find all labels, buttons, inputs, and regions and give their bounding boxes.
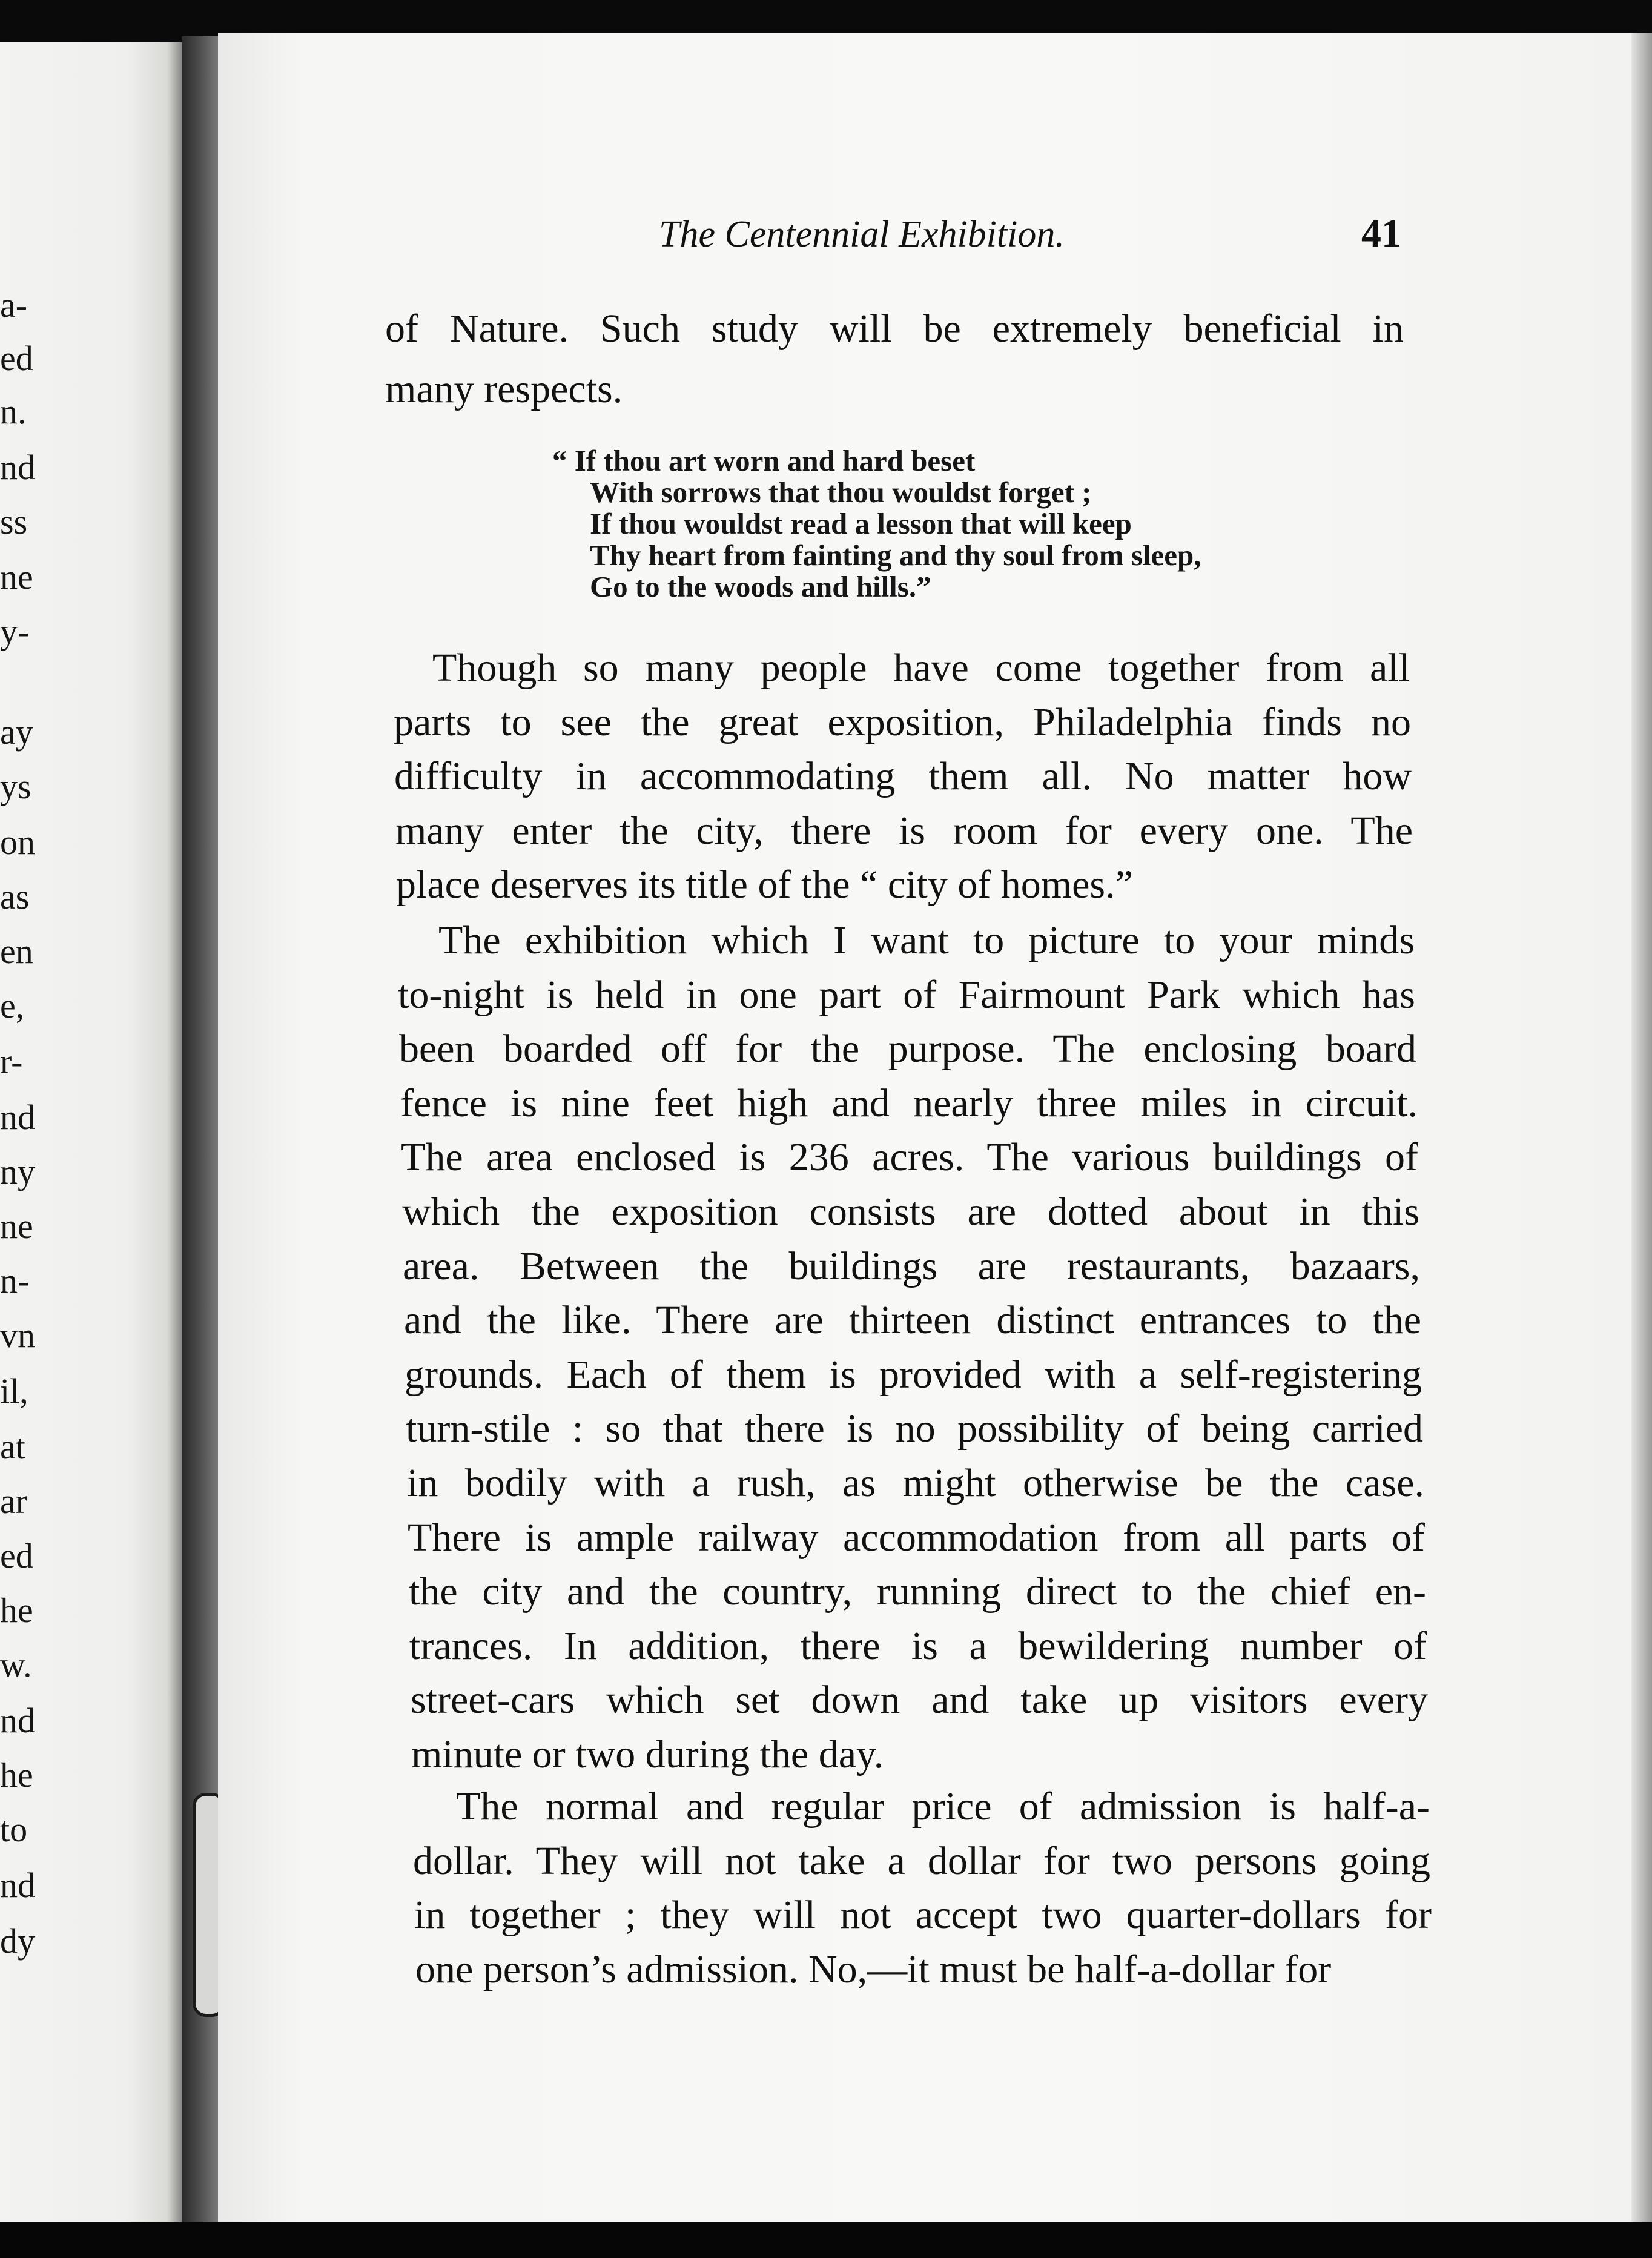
text-line: many enter the city, there is room for every one. The	[395, 809, 1413, 853]
text-line: turn-stile : so that there is no possibility of being carried	[406, 1406, 1423, 1451]
text-line: which the exposition consists are dotted about in this	[402, 1190, 1419, 1234]
page-edge-shadow	[1631, 33, 1652, 2258]
text-line: of Nature. Such study will be extremely beneficial in	[385, 306, 1404, 351]
left-page-fragment: nd	[0, 448, 35, 487]
text-line: to-night is held in one part of Fairmount Park which has	[398, 973, 1415, 1017]
left-page-fragment: nd	[0, 1098, 35, 1137]
left-page-fragment: as	[0, 877, 30, 916]
left-page-fragment: w.	[0, 1645, 32, 1684]
text-line: in together ; they will not accept two quarter-dollars for	[414, 1893, 1432, 1937]
text-line: There is ample railway accommodation from all parts of	[408, 1515, 1425, 1560]
text-line: The exhibition which I want to picture to your minds	[438, 918, 1415, 962]
left-page-fragment: n-	[0, 1261, 30, 1300]
poem-line: If thou wouldst read a lesson that will keep	[590, 507, 1132, 540]
text-line: dollar. They will not take a dollar for two persons going	[413, 1839, 1430, 1883]
running-title: The Centennial Exhibition.	[659, 214, 1065, 255]
scan-border	[0, 2222, 1652, 2258]
left-page-fragment: nd	[0, 1866, 35, 1905]
text-line: The normal and regular price of admission is half-a-	[456, 1784, 1430, 1829]
left-page-fragment: e,	[0, 986, 25, 1025]
text-line: grounds. Each of them is provided with a self-registering	[405, 1352, 1422, 1397]
left-page-fragment: he	[0, 1591, 33, 1630]
text-line: fence is nine feet high and nearly three miles in circuit.	[400, 1081, 1418, 1125]
text-line: parts to see the great exposition, Philadelphia finds no	[394, 700, 1411, 744]
left-page-fragment: at	[0, 1427, 25, 1466]
text-line: difficulty in accommodating them all. No matter how	[394, 754, 1412, 798]
left-page-fragment: r-	[0, 1042, 23, 1081]
left-page-fragment: ss	[0, 502, 28, 541]
left-page-fragment: en	[0, 932, 33, 971]
left-page-fragment: a-	[0, 285, 28, 325]
text-line: area. Between the buildings are restaurants, bazaars,	[403, 1244, 1420, 1288]
text-line: street-cars which set down and take up visitors every	[411, 1678, 1428, 1722]
page-number: 41	[1361, 211, 1401, 256]
left-page-fragment: il,	[0, 1371, 28, 1411]
left-page-fragment: n.	[0, 392, 27, 431]
left-page-fragment: ny	[0, 1152, 35, 1191]
left-page-fragment: on	[0, 823, 35, 862]
left-page-fragment: ed	[0, 1536, 33, 1575]
left-page-fragment: ne	[0, 1207, 33, 1246]
text-line: minute or two during the day.	[411, 1732, 884, 1776]
left-page-fragment: ne	[0, 557, 33, 597]
left-page-fragment: dy	[0, 1921, 35, 1961]
text-line: place deserves its title of the “ city of homes.”	[396, 862, 1133, 907]
text-line: trances. In addition, there is a bewildering number of	[409, 1624, 1427, 1668]
left-page-fragment: he	[0, 1755, 33, 1795]
left-page-fragment: vn	[0, 1316, 35, 1355]
text-line: and the like. There are thirteen distinct entrances to the	[404, 1298, 1421, 1342]
left-page-fragment: ar	[0, 1482, 28, 1521]
poem-line: With sorrows that thou wouldst forget ;	[590, 475, 1092, 509]
left-page-fragment: to	[0, 1810, 28, 1849]
poem-line: Thy heart from fainting and thy soul from sleep,	[590, 538, 1201, 572]
left-page-fragment: ed	[0, 339, 33, 378]
text-line: Though so many people have come together from all	[432, 646, 1410, 690]
text-line: many respects.	[385, 367, 623, 411]
poem-line: “ If thou art worn and hard beset	[552, 444, 976, 477]
poem-line: Go to the woods and hills.”	[590, 570, 931, 603]
text-line: The area enclosed is 236 acres. The various buildings of	[401, 1135, 1418, 1179]
text-line: the city and the country, running direct to the chief en-	[409, 1569, 1426, 1614]
text-line: one person’s admission. No,—it must be half-a-dollar for	[415, 1947, 1332, 1991]
left-facing-page	[0, 42, 182, 2253]
left-page-fragment: y-	[0, 612, 30, 651]
text-line: in bodily with a rush, as might otherwise be the case.	[407, 1461, 1424, 1505]
left-page-fragment: ay	[0, 712, 33, 752]
text-line: been boarded off for the purpose. The enclosing board	[399, 1027, 1416, 1071]
left-page-fragment: nd	[0, 1701, 35, 1740]
left-page-fragment: ys	[0, 767, 31, 806]
